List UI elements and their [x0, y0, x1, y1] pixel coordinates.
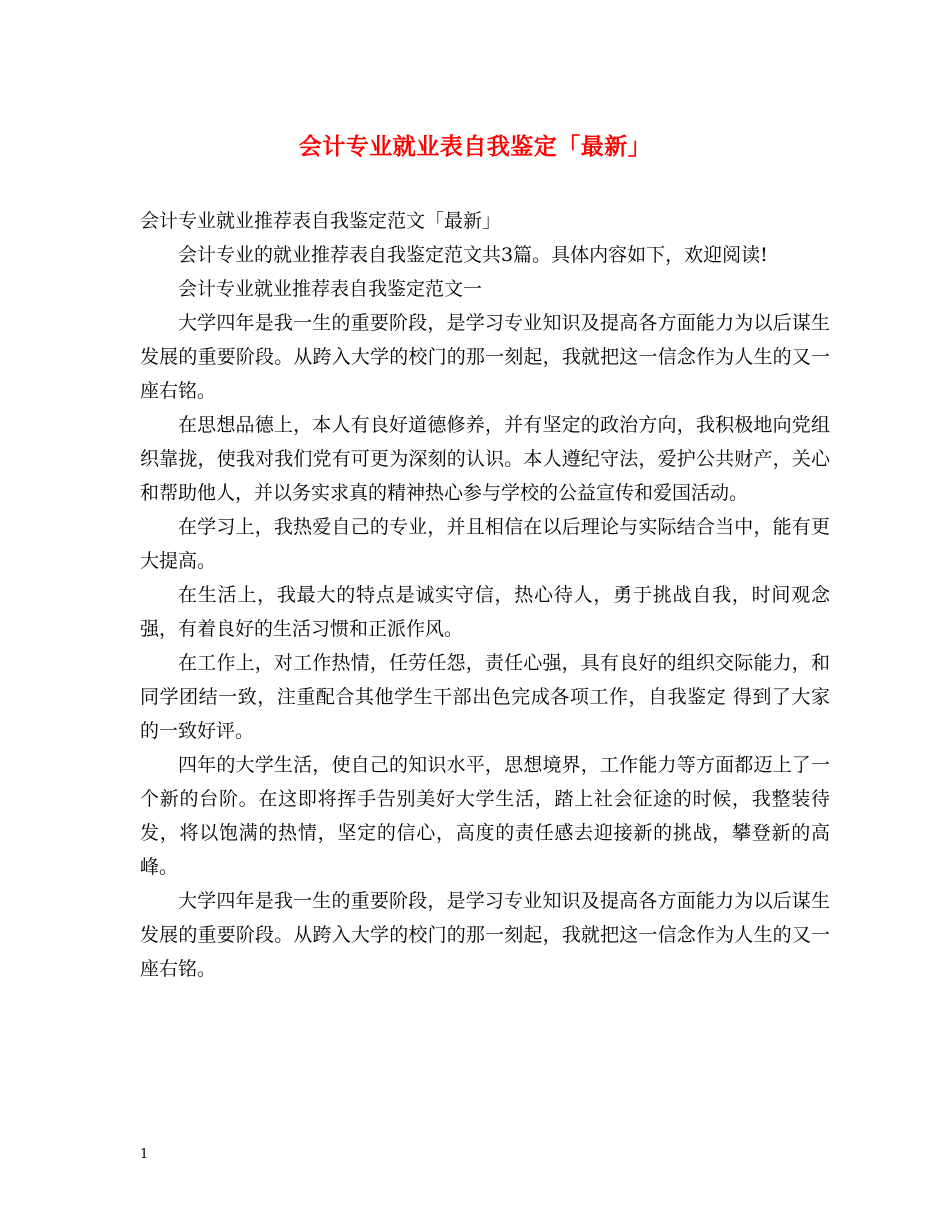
paragraph: 在学习上，我热爱自己的专业，并且相信在以后理论与实际结合当中，能有更大提高。: [140, 516, 830, 572]
paragraph: 大学四年是我一生的重要阶段，是学习专业知识及提高各方面能力为以后谋生发展的重要阶段。从跨入大学的校门的那一刻起，我就把这一信念作为人生的又一座右铭。: [140, 890, 830, 980]
section-heading: 会计专业就业推荐表自我鉴定范文一: [178, 278, 483, 300]
document-subtitle: 会计专业就业推荐表自我鉴定范文「最新」: [140, 210, 502, 232]
paragraph-intro: 会计专业的就业推荐表自我鉴定范文共3篇。具体内容如下，欢迎阅读!: [178, 244, 768, 266]
paragraph: 在工作上，对工作热情，任劳任怨，责任心强，具有良好的组织交际能力，和同学团结一致，注重配合其他学生干部出色完成各项工作，自我鉴定 得到了大家的一致好评。: [140, 652, 830, 742]
paragraph: 在生活上，我最大的特点是诚实守信，热心待人，勇于挑战自我，时间观念强，有着良好的生活习惯和正派作风。: [140, 584, 830, 640]
document-title: 会计专业就业表自我鉴定「最新」: [298, 133, 652, 160]
document-body: [140, 204, 830, 986]
paragraph: 四年的大学生活，使自己的知识水平，思想境界，工作能力等方面都迈上了一个新的台阶。在这即将挥手告别美好大学生活，踏上社会征途的时候，我整装待发，将以饱满的热情，坚定的信心，高度的责任感去迎接新的挑战，攀登新的高峰。: [140, 754, 830, 878]
page-number: 1: [140, 1147, 149, 1162]
paragraph: 在思想品德上，本人有良好道德修养，并有坚定的政治方向，我积极地向党组织靠拢，使我对我们党有可更为深刻的认识。本人遵纪守法，爱护公共财产，关心和帮助他人，并以务实求真的精神热心参与学校的公益宣传和爱国活动。: [140, 414, 830, 504]
paragraph: 大学四年是我一生的重要阶段，是学习专业知识及提高各方面能力为以后谋生发展的重要阶段。从跨入大学的校门的那一刻起，我就把这一信念作为人生的又一座右铭。: [140, 312, 830, 402]
